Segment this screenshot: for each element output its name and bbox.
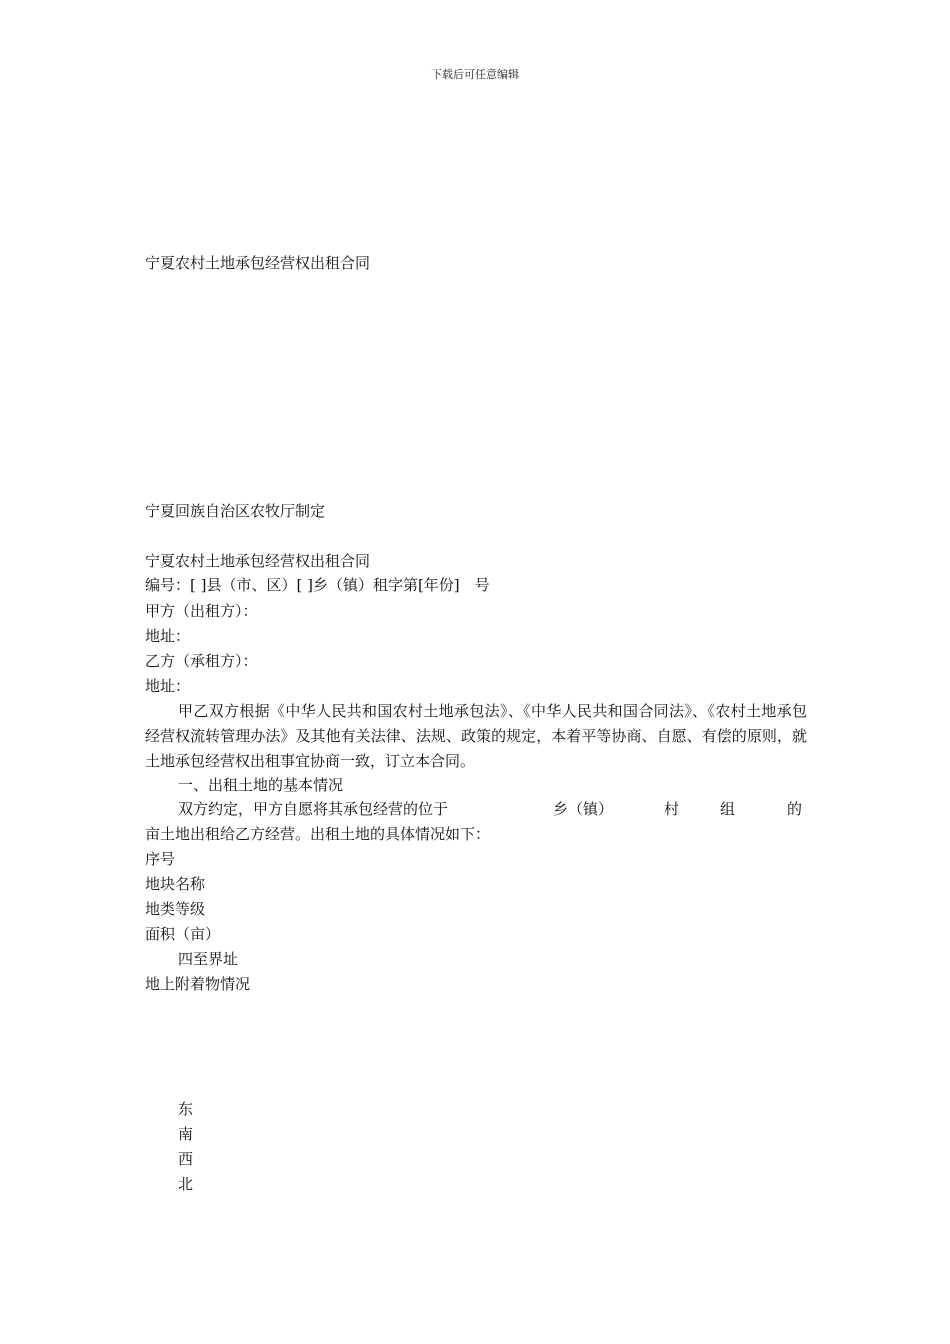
party-b-address-label: 地址： [145, 677, 191, 695]
location-text-township: 乡（镇） [553, 800, 614, 818]
table-field-boundary: 四至界址 [178, 950, 239, 968]
location-text-of: 的 [787, 800, 803, 818]
location-text-village: 村 [664, 800, 680, 818]
contract-title: 宁夏农村土地承包经营权出租合同 [145, 552, 371, 570]
table-field-land-grade: 地类等级 [145, 900, 206, 918]
direction-south: 南 [178, 1125, 194, 1143]
direction-west: 西 [178, 1150, 194, 1168]
party-a-address-label: 地址： [145, 627, 191, 645]
party-a-label: 甲方（出租方）： [145, 602, 258, 620]
table-field-area: 面积（亩） [145, 925, 221, 943]
direction-east: 东 [178, 1100, 194, 1118]
table-field-serial: 序号 [145, 850, 176, 868]
direction-north: 北 [178, 1175, 194, 1193]
contract-preamble: 甲乙双方根据《中华人民共和国农村土地承包法》、《中华人民共和国合同法》、《农村土地承包经营权流转管理办法》及其他有关法律、法规、政策的规定，本着平等协商、自愿、有偿的原则，就土地承包经营权出租事宜协商一致，订立本合同。 [145, 702, 807, 770]
table-field-plot-name: 地块名称 [145, 875, 206, 893]
cover-title: 宁夏农村土地承包经营权出租合同 [145, 254, 371, 272]
section-1-heading: 一、出租土地的基本情况 [178, 776, 344, 794]
location-text-intro: 双方约定，甲方自愿将其承包经营的位于 [178, 800, 449, 818]
party-b-label: 乙方（承租方）： [145, 652, 258, 670]
table-field-attachments: 地上附着物情况 [145, 975, 251, 993]
section-1-line-2: 亩土地出租给乙方经营。出租土地的具体情况如下： [145, 825, 491, 843]
contract-number-line: 编号：[ ]县（市、区）[ ]乡（镇）租字第[年份] 号 [145, 576, 490, 594]
page-header-note: 下载后可任意编辑 [431, 68, 519, 81]
location-text-group: 组 [720, 800, 736, 818]
cover-issuer: 宁夏回族自治区农牧厅制定 [145, 502, 326, 520]
section-1-location-line [145, 797, 807, 822]
